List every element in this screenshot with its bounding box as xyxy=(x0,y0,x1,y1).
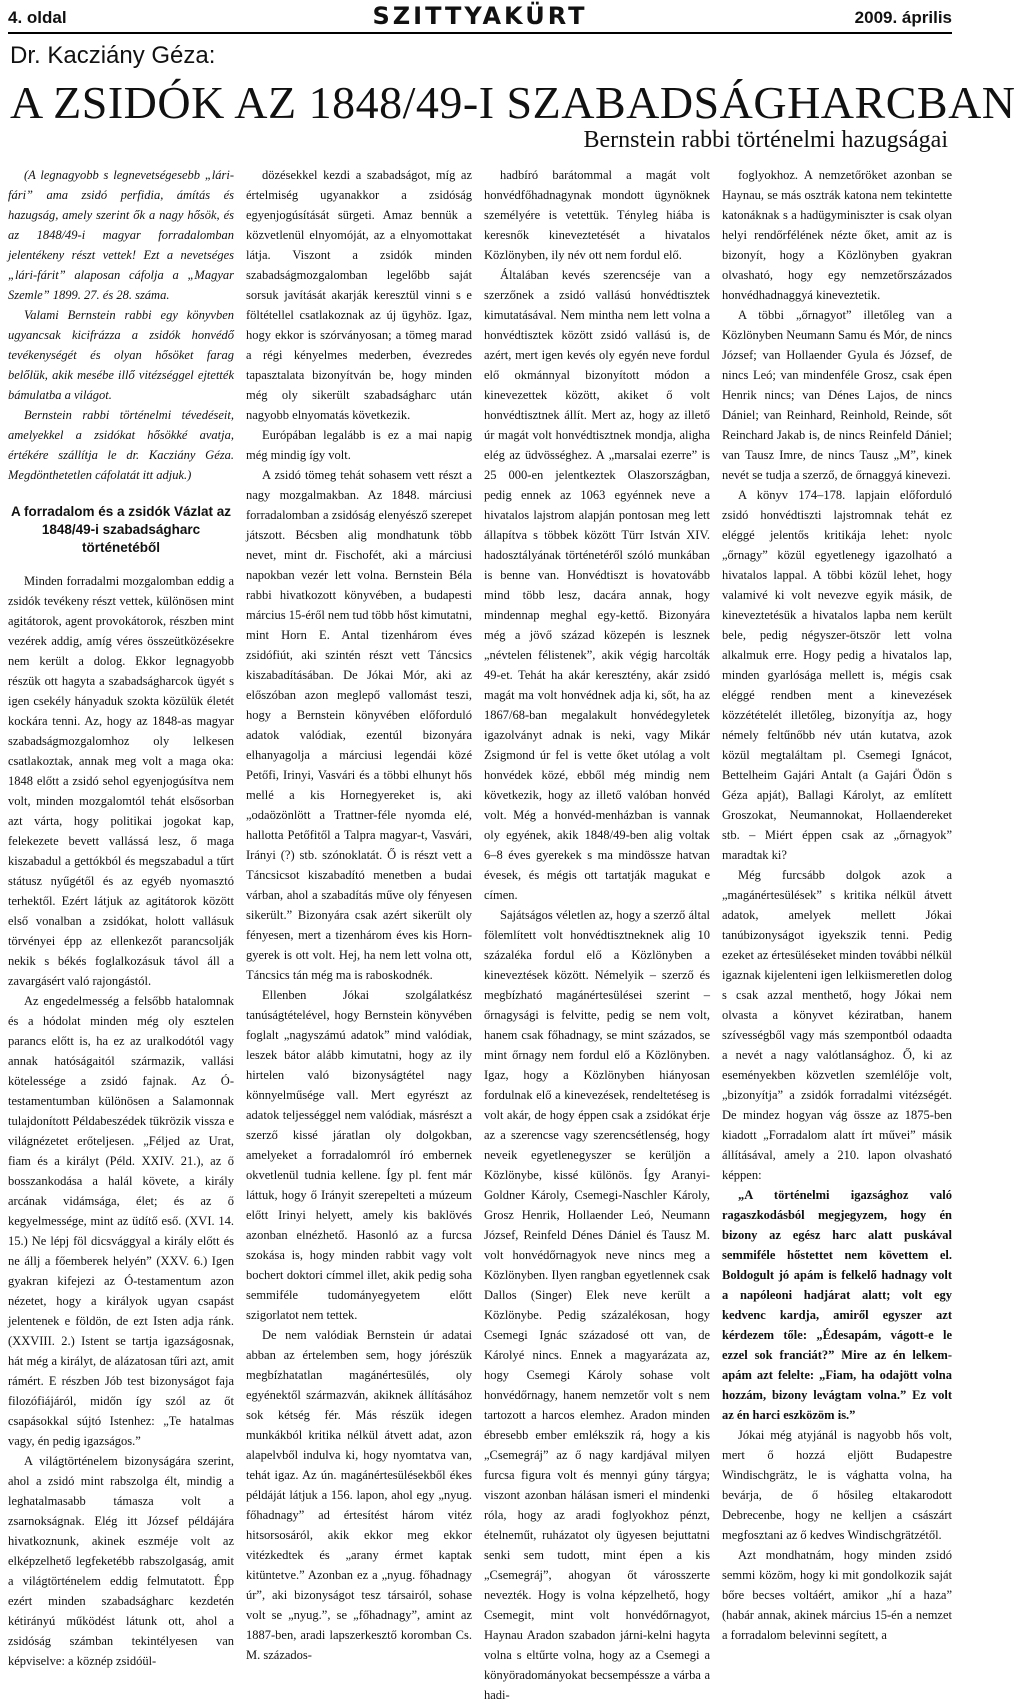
body-paragraph: Azt mondhatnám, hogy minden zsidó semmi közöm, hogy ki mit gondolkozik saját bőre becses voltáért, amikor „hí a haza” (habár annak, akinek március 15-én a nemzet a forradalom belevinni segített, a xyxy=(722,1548,952,1642)
column-1 xyxy=(8,165,234,1668)
article-title: A ZSIDÓK AZ 1848/49-I SZABADSÁGHARCBAN xyxy=(10,77,1016,128)
body-paragraph: Általában kevés szerencséje van a szerzőnek a zsidó vallású honvédtisztek kimutatásával. Nem mintha nem lett volna a honvédtisztek között zsidó vallású is, de azért, mert igen kevés oly egyén neve fordul elő okmánnyal bizonyított módon a kinevezettek között, akiket ő volt honvédtisztnek állít. Mert az, hogy az illető úr magát volt honvédtisztnek mondja, aligha elég az üdvösséghez. A „marsalai ezerre” is 25 000-en jelentkeztek Olaszországban, pedig ennek az 1063 egyénnek neve a hivatalos lajstrom alapján pontosan meg lett állapítva s többek között Türr István XIV. hadosztályának történetéről szóló munkában is benne van. Honvédtiszt is hovatovább mind több lesz, dacára annak, hogy mindennap meghal egy-kettő. Bizonyára még a jövő század közepén is lesznek „névtelen félistenek”, akik végig harcolták 49-et. Tehát ha akár keresztény, akár zsidó magát ma volt honvédnek adja ki, sőt, ha az 1867/68-ban megalakult honvédegyletek igazolványt adnak is neki, vagy Mikár Zsigmond úr fel is vette őket utólag a volt honvédek közé, ebből még mindig nem következik, hogy az illető valóban honvéd volt. Még a honvéd-menházban is vannak oly egyének, akik 1848/49-ben alig voltak 6–8 éves gyerekek s ma mindössze hatvan évesek, és mégis ott tartatják magukat e címen. xyxy=(484,268,710,902)
header-rule xyxy=(8,32,952,34)
body-paragraph: Európában legalább is ez a mai napig még mindig így volt. xyxy=(246,428,472,462)
body-paragraph: Ellenben Jókai szolgálatkész tanúságtételével, hogy Bernstein könyvében foglalt „nagyszámú adatok” mind valódiak, leszek bátor alább kimutatni, hogy az ily hirtelen való bizonyságtétel nagy könnyelműsége vall. Mert egyrészt az adatok teljességgel nem valódiak, másrészt a szerző kissé járatlan oly dolgokban, amelyeket a forradalomról író embernek okvetlenül tudnia kellene. Így pl. fent már láttuk, hogy ő Irányit szerepelteti a múzeum előtt Irinyi helyett, amely kis baklövés azonban elnézhető. Hasonló az a furcsa szokása is, hogy minden rabbit vagy volt bochert doktori címmel illet, akik pedig soha semmiféle tudományegyetem előtt szigorlatot nem tettek. xyxy=(246,988,472,1322)
body-paragraph: A világtörténelem bizonyságára szerint, ahol a zsidó mint rabszolga élt, mindig a leghatalmasabb támasza volt a zsarnokságnak. Elég itt József példájára hivatkoznunk, akinek eszméje volt az elképzelhető legfeketébb rabszolgaság, amit a világtörténelem eddig felmutatott. Épp ezért minden szabadságharc kezdetén kétirányú működést látunk ott, ahol a zsidóság számban tekintélyesen van képviselve: a köznép zsidóül- xyxy=(8,1454,234,1668)
body-paragraph: foglyokhoz. A nemzetőröket azonban se Haynau, se más osztrák katona nem tekintette katonáknak s a hadügyminiszter is csak olyan helyi rendőrfélének nézte őket, amit az is bizonyít, hogy a Közlönyben gyakran olvasható, hogy egy nemzetőrszázados honvédhadnaggyá kineveztetik. xyxy=(722,168,952,302)
page-number: 4. oldal xyxy=(8,8,67,27)
column-4 xyxy=(722,165,952,1642)
body-paragraph: A könyv 174–178. lapjain előforduló zsidó honvédtiszti lajstromnak tehát ez eléggé jelentős kritikája lehet: nyolc „őrnagy” közül egyetlenegy igazolható a hivatalos lappal. A többi közül lehet, hogy valamivé ki volt nevezve egyik másik, de kineveztetésük a hivatalos lapba nem került bele, pedig négyszer-ötször lett volna alkalmuk erre. Hogy pedig a hivatalos lap, minden gyarlósága mellett is, mégis csak eléggé rendben ment a kinevezések közzétételét illetőleg, bizonyítja az, hogy némely feltűnőbb név után kutatva, azok közül megtaláltam pl. Csemegi Ignácot, Bettelheim Gajári Antalt (a Gajári Ödön s Géza apját), Ballagi Károlyt, az említett Groszokat, Neumannokat, Hollaendereket stb. – Miért éppen csak az „őrnagyok” maradtak ki? xyxy=(722,488,952,862)
lead-paragraph: (A legnagyobb s legnevetségesebb „lári-fári” ama zsidó perfidia, ámítás és hazugság, amely szerint ők a nagy hősök, és az 1848/49-i magyar forradalomban jelentékeny részt vettek! Ezt a nevetséges „lári-fárit” alaposan cáfolja a „Magyar Szemle” 1899. 27. és 28. száma. xyxy=(8,168,234,302)
issue-date: 2009. április xyxy=(854,8,952,27)
body-paragraph: Jókai még atyjánál is nagyobb hős volt, mert ő hozzá eljött Budapestre Windischgrätz, le is vághatta volna, ha bevárja, de ő hősileg eltakarodott Debrecenbe, hogy ne kelljen a császárt megfosztani az ő kedves Windischgrätzétől. xyxy=(722,1428,952,1542)
body-paragraph: Sajátságos véletlen az, hogy a szerző által fölemlített volt honvédtisztneknek alig 10 százaléka fordul elő a Közlönyben a kineveztések között. Némelyik – szerző és megbízható magánértesülései szerint – őrnagysági is felvitte, pedig se nem volt, hanem csak főhadnagy, se mint százados, se mint őrnagy nem fordul elő a Közlönyben. Igaz, hogy a Közlönyben hiányosan fordulnak elő a kinevezések, rendeltetéseg is volt akár, de hogy éppen csak a zsidókat érje az a szerencse vagy szerencsétlenség, hogy neveik egyetlenegyszer se kerüljön a Közlönybe, kissé különös. Így Aranyi-Goldner Károly, Csemegi-Naschler Károly, Grosz Henrik, Hollaender Leó, Neumann József, Reinfeld Dénes Dániel és Tausz M. volt honvédőrnagyok neve nincs meg a Közlönyben. Ilyen rangban egyetlennek csak Dallos (Singer) Elek neve került a Közlönybe. Pedig százalékosan, hogy Csemegi Ignác századosé ott van, de Károlyé nincs. Ennek a magyarázata az, hogy Csemegi Károly sohase volt honvédőrnagy, hanem nemzetőr volt s nem tartozott a harcos elemhez. Aradon minden ébresebb ember emlékszik rá, hogy a kis „Csemegráj” az ő nagy kardjával milyen furcsa figura volt és mennyi gúny tárgya; viszont azonban hálásan ismeri el mindenki róla, hogy az aradi foglyokhoz pénzt, ételneműt, ruházatot oly ügyesen bejuttatni senki sem tudott, mint épen a kis „Csemegráj”, ahogyan őt városszerte nevezték. Hogy is volna képzelhető, hogy Csemegit, mint volt honvédőrnagyot, Haynau Aradon szabadon járni-kelni hagyta volna s eltűrte volna, hogy az a Csemegi a könyöradományokat becsempéssze a várba a hadi- xyxy=(484,908,710,1702)
body-paragraph: Még furcsább dolgok azok a „magánértesülések” s kritika nélkül átvett adatok, amelyek mellett Jókai tanúbizonyságot igyekszik tenni. Pedig ezeket az értesüléseket minden további nélkül igaznak kijelenteni igen lelkiismeretlen dolog s csak azzal menthető, hogy Jókai nem olvasta a könyvet kéziratban, hanem szívességből vagy más szempontból odaadta a nevét a nagy valótlansághoz. Ő, ki az eseményekben közvetlen szemlélője volt, „bizonyítja” a zsidók forradalmi vitézségét. De mindez hogyan vág össze az 1875-ben kiadott „Forradalom alatt írt művei” másik állításával, amely a 210. lapon olvasható képpen: xyxy=(722,868,952,1182)
body-paragraph: dözésekkel kezdi a szabadságot, míg az értelmiség ugyanakkor a zsidóság egyenjogúsítását sürgeti. Amaz bennük a közvetlenül elnyomóját, az a elnyomottakat látja. Viszont a zsidók minden szabadságmozgalomban legelőbb saját sorsuk javítását akarják keresztül vinni s e föltétellel csatlakoznak az új ügyhöz. Igaz, hogy ekkor is szórványosan; a tömeg marad a régi kényelmes mederben, évezredes tapasztalata bizonyítván be, hogy minden még oly sikerült szabadságharc után nagyobb elnyomatás következik. xyxy=(246,168,472,422)
lead-paragraph: Valami Bernstein rabbi egy könyvben ugyancsak kicifrázza a zsidók honvédő tevékenységét és olyan hősöket farag belőlük, akik mesébe illő vitézséggel ejtették bámulatba a világot. xyxy=(8,308,234,402)
body-paragraph: Az engedelmesség a felsőbb hatalomnak és a hódolat minden még oly esztelen parancs előtt is, ha ez az uralkodótól vagy annak hatóságaitól származik, vallási kötelessége a zsidó fajnak. Az Ó-testamentumban különösen a Salamonnak tulajdonított Példabeszédek tükrözik vissza e világnézetet erőteljesen. „Féljed az Urat, fiam és a királyt (Péld. XXIV. 21.), az ő bosszankodása a halál követe, a király arcának vidámsága, élet; és az ő kegyelmessége, mint az üdítő eső. (XVI. 14. 15.) Ne lépj föl dicsvággyal a király előtt és ne állj a főemberek helyén” (XXV. 6.) Igen gyakran kifejezi az Ó-testamentum azon nézetet, hogy a királyok ugyan csapást jelentenek e földön, de ezt Isten adja ránk. (XXVIII. 2.) Istent se tartja igazságosnak, hát még a királyt, de alázatosan tűri azt, amit rámért. E részben Jób test bizonyságot faja filozófiájáról, midőn így szól az őt csapásokkal sújtó Istenhez: „Te hatalmas vagy, én pedig igazságos.” xyxy=(8,994,234,1448)
article-subtitle: Bernstein rabbi történelmi hazugságai xyxy=(583,127,948,153)
body-paragraph: A többi „őrnagyot” illetőleg van a Közlönyben Neumann Samu és Mór, de nincs József; van Hollaender Gyula és József, de nincs Leó; van mindenféle Grosz, csak épen Henrik nincs; van Dénes Lajos, de nincs Dániel; van Reinhard, Reinhold, Reinde, sőt Reinchard Jakab is, de nincs Reinfeld Dániel; van Tausz Imre, de nincs Tausz „M”, kinek nevét se tudja a szerző, de őrnaggyá kinevezi. xyxy=(722,308,952,482)
column-3 xyxy=(484,165,710,1702)
section-heading: A forradalom és a zsidók Vázlat az 1848/49-i szabadságharc történetéből xyxy=(10,504,232,555)
body-paragraph: hadbíró barátommal a magát volt honvédfőhadnagynak mondott ügynöknek személyére is vetettük. Tényleg hiába is keresnők kineveztetését a hivatalos Közlönyben, ily név ott nem fordul elő. xyxy=(484,168,710,262)
masthead: SZITTYAKÜRT xyxy=(372,2,588,30)
page-header xyxy=(8,0,952,30)
article-author: Dr. Kacziány Géza: xyxy=(10,42,216,69)
body-paragraph: Minden forradalmi mozgalomban eddig a zsidók tevékeny részt vettek, különösen mint agitátorok, agent provokátorok, részben mint vezérek addig, amíg véres összeütközésekre nem került a dolog. Ekkor legnagyobb részük ott hagyta a szabadságharcok ügyét s igen csekély hányaduk szokta közülük életét kockára tenni. Az, hogy az 1848-as magyar szabadságmozgalomhoz oly lelkesen csatlakoztak, annak meg volt a maga oka: 1848 előtt a zsidó sehol egyenjogúsítva nem volt, minden mozgalomtól tehát elsősorban azt várta, hogy politikai jogokat kap, felekezete bevett vallássá lesz, ő maga kiszabadul a gettókból és megszabadul a tűrt státusz nyűgétől és az egyéb nyomasztó terhektől. Ezért látjuk az agitátorok között első vonalban a zsidókat, holott vallásuk törvényei épp az ellenkezőt parancsolják nekik s békés foglalkozásuk távol áll a zavargásért való rajongástól. xyxy=(8,574,234,988)
column-2 xyxy=(246,165,473,1662)
body-paragraph: De nem valódiak Bernstein úr adatai abban az értelemben sem, hogy jórészük megbízhatatlan magánértesülés, oly egyénektől származván, akiknek állításához sok kétség fér. Más részük idegen munkákból kritika nélkül átvett adat, azon alapelvből indulva ki, hogy nyomtatva van, tehát igaz. Az ún. magánértesülésekből ékes példáját látjuk a 156. lapon, ahol egy „nyug. főhadnagy” ad értesítést három vitéz hitsorsosáról, akik ekkor meg ekkor vitézkedtek és „arany érmet kaptak kitüntetve.” Azonban ez a „nyug. főhadnagy úr”, aki bizonyságot tesz társairól, sohase volt se „nyug.”, se „főhadnagy”, amint az 1887-ben, aradi lapszerkesztő koromban Cs. M. százados- xyxy=(246,1328,472,1662)
lead-paragraphs xyxy=(8,165,234,485)
body-paragraph: A zsidó tömeg tehát sohasem vett részt a nagy mozgalmakban. Az 1848. márciusi forradalomban a zsidóság elenyésző szerepet játszott. Bécsben alig mondhatunk több nevet, mint dr. Fischofét, aki a márciusi napokban vezér lett volna. Bernstein Béla rabbi hivatkozott könyvében, a budapesti március 15-éről nem tud több hőst kimutatni, mint Horn E. Antal tizenhárom éves zsidófiút, aki szintén részt vett Táncsics kiszabadításában. De Jókai Mór, aki az előszóban azon meglepő vallomást teszi, hogy a Bernstein könyvében előforduló adatok valódiak, ezentúl bizonyára elhanyagolja a márciusi legendái közé Petőfi, Irinyi, Vasvári és a többi elhunyt hős mellé a kis Hornegyereket is, aki „odaözönlött a Trattner-féle nyomda elé, hallotta Petőfitől a Talpra magyar-t, Vasvári, Irányi (?) stb. szónoklatát. Ő is részt vett a Táncsicsot kiszabadító menetben a budai várban, ahol a szabadítás műve oly fényesen sikerült.” Bizonyára csak azért sikerült oly fényesen, mert a tizenhárom éves kis Horn-gyerek is ott volt. Hej, ha nem lett volna ott, Táncsics tán még ma is raboskodnék. xyxy=(246,468,473,982)
bold-quote xyxy=(722,1185,952,1425)
lead-paragraph: Bernstein rabbi történelmi tévedéseit, amelyekkel a zsidókat hősökké avatja, értékére szállítja le dr. Kacziány Géza. Megdönthetetlen cáfolatát itt adjuk.) xyxy=(8,408,234,482)
quote-paragraph: „A történelmi igazsághoz való ragaszkodásból megjegyzem, hogy én bizony az egész harc alatt puskával semmiféle hőstettet nem követtem el. Boldogult jó apám is felkelő hadnagy volt a napóleoni hadjárat alatt; volt egy kedvenc kardja, amiről egyszer azt kérdezem tőle: „Édesapám, vágott-e le ezzel sok franciát?” Mire az én lelkem-apám azt felelte: „Fiam, ha odajött volna hozzám, bizony levágtam volna.” Ez volt az én harci eszközöm is.” xyxy=(722,1188,952,1422)
